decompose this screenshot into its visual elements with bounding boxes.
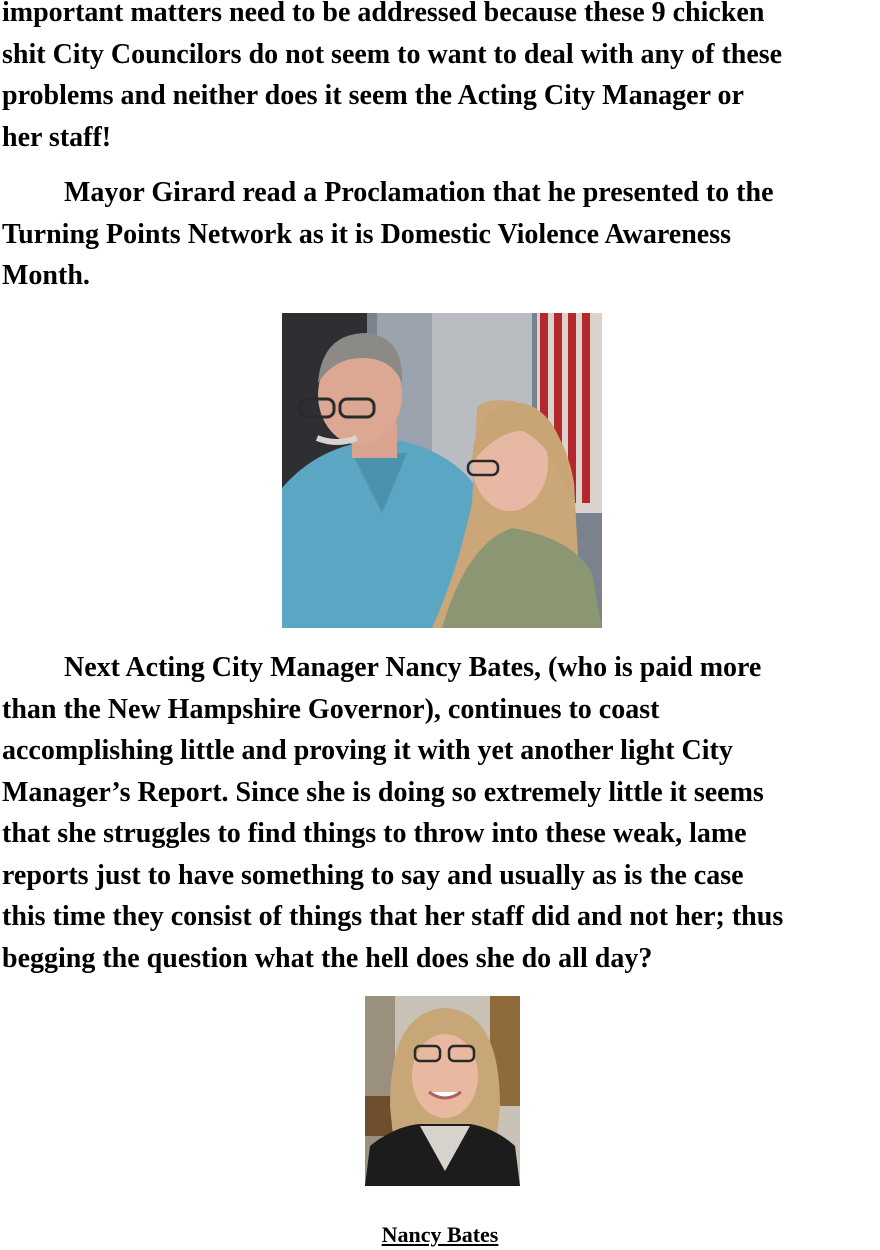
- photo-illustration: [282, 313, 602, 628]
- paragraph-council-criticism: [2, 0, 880, 158]
- photo-nancy-bates: [365, 996, 520, 1186]
- text-line: accomplishing little and proving it with yet another light City: [2, 735, 733, 766]
- text-line: shit City Councilors do not seem to want to deal with any of these: [2, 38, 783, 70]
- text-line: Month.: [2, 260, 90, 291]
- text-line: Turning Points Network as it is Domestic Violence Awareness: [2, 218, 732, 250]
- photo-illustration: [365, 996, 520, 1186]
- text-line: Next Acting City Manager Nancy Bates, (who is paid more: [64, 652, 762, 683]
- text-line: reports just to have something to say and usually as is the case: [2, 859, 744, 891]
- text-line: important matters need to be addressed because these 9 chicken: [2, 0, 765, 28]
- paragraph-city-manager-report: [2, 647, 880, 979]
- text-line: Mayor Girard read a Proclamation that he presented to the: [64, 177, 774, 208]
- text-line: her staff!: [2, 121, 112, 153]
- photo-mayor-and-woman: [282, 313, 602, 628]
- text-line: problems and neither does it seem the Acting City Manager or: [2, 80, 744, 111]
- text-line: than the New Hampshire Governor), continues to coast: [2, 693, 660, 725]
- text-line: this time they consist of things that her staff did and not her; thus: [2, 901, 784, 932]
- text-line: that she struggles to find things to throw into these weak, lame: [2, 818, 747, 849]
- text-line: Manager’s Report. Since she is doing so extremely little it seems: [2, 776, 764, 808]
- paragraph-proclamation: [2, 172, 880, 297]
- photo-caption: Nancy Bates: [381, 1222, 499, 1247]
- text-line: begging the question what the hell does she do all day?: [2, 942, 653, 974]
